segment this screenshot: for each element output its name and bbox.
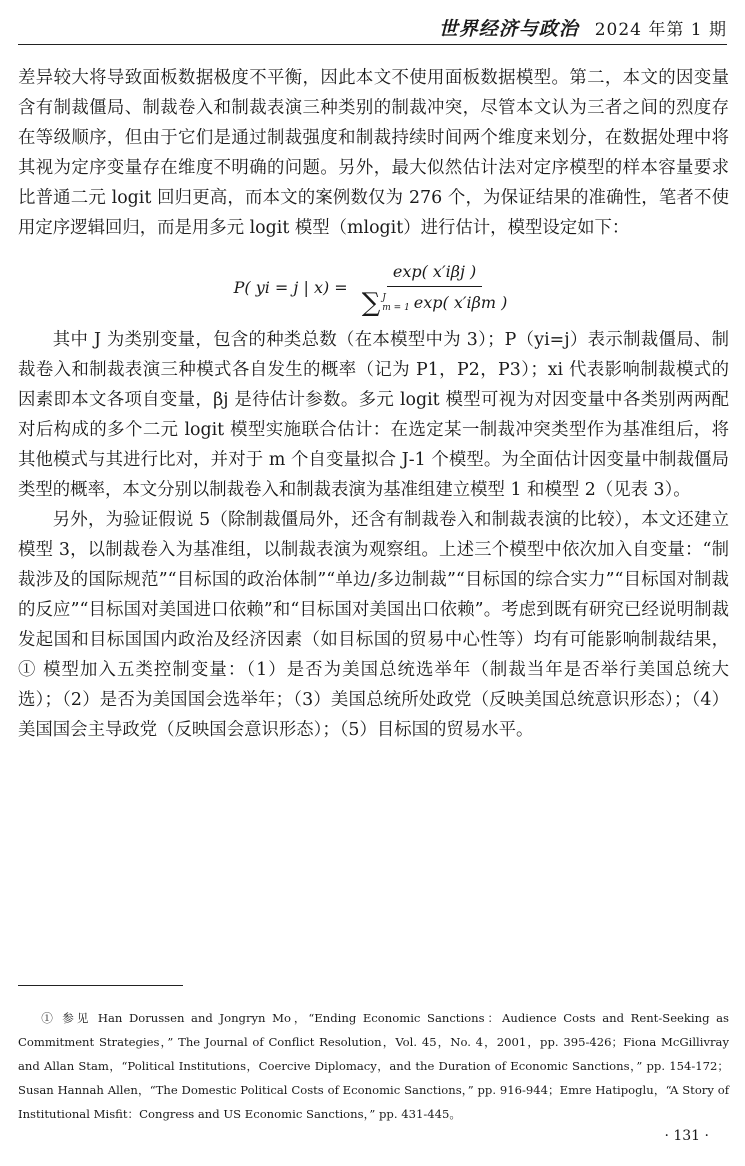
equation-lhs: P( yi = j | x) = (233, 278, 348, 297)
mlogit-equation (18, 259, 729, 317)
issue-label: 2024 年第 1 期 (594, 19, 727, 40)
paragraph-3: 另外，为验证假说 5（除制裁僵局外，还含有制裁卷入和制裁表演的比较），本文还建立模型 3，以制裁卷入为基准组，以制裁表演为观察组。上述三个模型中依次加入自变量：“制裁涉及的国际规范”“目标国的政治体制”“单边/多边制裁”“目标国的综合实力”“目标国对制裁的反应”“目标国对美国进口依赖”和“目标国对美国出口依赖”。考虑到既有研究已经说明制裁发起国和目标国国内政治及经济因素（如目标国的贸易中心性等）均有可能影响制裁结果，① 模型加入五类控制变量：（1）是否为美国总统选举年（制裁当年是否举行美国总统大选）；（2）是否为美国国会选举年；（3）美国总统所处政党（反映美国总统意识形态）；（4）美国国会主导政党（反映国会意识形态）；（5）目标国的贸易水平。 (18, 510, 729, 740)
page-number: · 131 · (664, 1128, 709, 1144)
equation-denominator-row (356, 287, 514, 317)
footnote-1: ① 参见 Han Dorussen and Jongryn Mo，“Ending Economic Sanctions：Audience Costs and Rent-Seeking as Commitment Strategies，” The Journal of Conflict Resolution，Vol. 45，No. 4，2001，pp. 395-426；Fiona McGillivray and Allan Stam，“Political Institutions，Coercive Diplomacy，and the Duration of Economic Sanctions，” pp. 154-172；Susan Hannah Allen，“The Domestic Political Costs of Economic Sanctions，” pp. 916-944；Emre Hatipoglu，“A Story of Institutional Misfit：Congress and US Economic Sanctions，” pp. 431-445。 (18, 1011, 729, 1121)
equation-fraction (356, 260, 514, 317)
footnote-divider (18, 985, 183, 986)
journal-name: 世界经济与政治 (438, 17, 579, 40)
summation-upper: J (382, 292, 386, 303)
summation-symbol: ∑ (361, 287, 381, 318)
body-text (18, 63, 729, 745)
equation-numerator: exp( x′iβj ) (387, 260, 482, 287)
paragraph-2: 其中 J 为类别变量，包含的种类总数（在本模型中为 3）；P（yi=j）表示制裁僵局、制裁卷入和制裁表演三种模式各自发生的概率（记为 P1，P2，P3）；xi 代表影响制裁模式的因素即本文各项自变量，βj 是待估计参数。多元 logit 模型可视为对因变量中各类别两两配对后构成的多个二元 logit 模型实施联合估计：在选定某一制裁冲突类型作为基准组后，将其他模式与其进行比对，并对于 m 个自变量拟合 J-1 个模型。为全面估计因变量中制裁僵局类型的概率，本文分别以制裁卷入和制裁表演为基准组建立模型 1 和模型 2（见表 3）。 (18, 330, 729, 500)
running-header (18, 10, 727, 45)
summation-limits (382, 293, 410, 313)
footnotes (18, 1006, 729, 1126)
summation-lower: m = 1 (382, 302, 410, 313)
paragraph-1: 差异较大将导致面板数据极度不平衡，因此本文不使用面板数据模型。第二，本文的因变量含有制裁僵局、制裁卷入和制裁表演三种类别的制裁冲突，尽管本文认为三者之间的烈度存在等级顺序，但由于它们是通过制裁强度和制裁持续时间两个维度来划分，在数据处理中将其视为定序变量存在维度不明确的问题。另外，最大似然估计法对定序模型的样本容量要求比普通二元 logit 回归更高，而本文的案例数仅为 276 个，为保证结果的准确性，笔者不使用定序逻辑回归，而是用多元 logit 模型（mlogit）进行估计，模型设定如下： (18, 68, 729, 238)
equation-denominator: exp( x′iβm ) (413, 292, 508, 312)
